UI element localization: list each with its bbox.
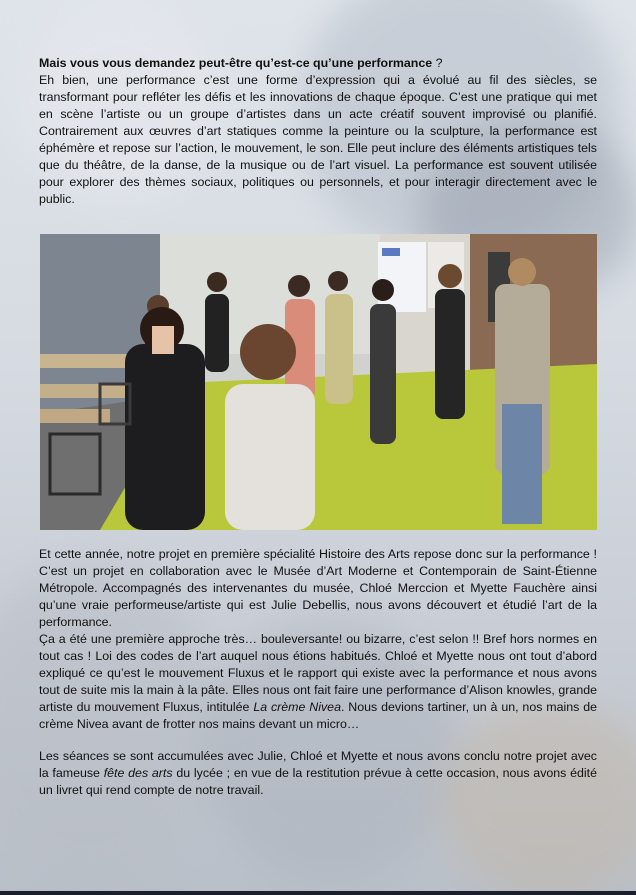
section-heading-punctuation: ? bbox=[432, 56, 443, 70]
classroom-photo bbox=[40, 234, 597, 530]
intro-paragraph: Eh bien, une performance c’est une forme d’expression qui a évolué au fil des siècles, se transformant pour refléter les défis et les innovations de chaque époque. C’est une pratique qui met en scène l’artiste ou un groupe d’artistes dans un acte créatif souvent improvisé ou planifié. Contrairement aux œuvres d’art statiques comme la peinture ou la sculpture, la performance est éphémère et repose sur l’action, le mouvement, le son. Elle peut inclure des éléments artistiques tels que du théâtre, de la danse, de la musique ou de l’art visuel. La performance est souvent utilisée pour explorer des thèmes sociaux, politiques ou personnels, et pour interagir directement avec le public. bbox=[39, 73, 597, 206]
project-paragraph-3-end: du lycée ; en vue de la restitution prévue à cette occasion, nous avons édité un livret qui rend compte de notre travail. bbox=[39, 766, 598, 797]
project-paragraph-1: Et cette année, notre projet en première spécialité Histoire des Arts repose donc sur la performance ! C’est un projet en collaboration avec le Musée d’Art Moderne et Contemporain de Saint-Étienne Métropole. Accompagnés des intervenantes du musée, Chloé Merccion et Myette Fauchère ainsi qu’une vraie performeuse/artiste qui est Julie Debellis, nous avons découvert et étudié l’art de la performance. bbox=[39, 547, 597, 629]
project-paragraph-2 bbox=[39, 631, 597, 733]
project-paragraph-2-end: . Nous devions tartiner, un à un, nos mains de crème Nivea avant de frotter nos mains devant un micro… bbox=[39, 700, 597, 731]
intro-section bbox=[39, 55, 597, 208]
project-paragraph-3-text: Les séances se sont accumulées avec Julie, Chloé et Myette et nous avons conclu notre projet avec la fameuse bbox=[39, 749, 597, 780]
bottom-band bbox=[0, 891, 636, 895]
project-section bbox=[39, 546, 597, 799]
project-paragraph-2-text: Ça a été une première approche très… bouleversante! ou bizarre, c’est selon !! Bref hors normes en tout cas ! Loi des codes de l’art auquel nous étions habitués. Chloé et Myette nous ont tout d’abord expliqué ce qu’est le mouvement Fluxus et le rapport qui existe avec la performance et nous avons tout de suite mis la main à la pâte. Elles nous ont fait faire une performance d’Alison knowles, grande artiste du mouvement Fluxus, intitulée bbox=[39, 632, 597, 714]
section-heading: Mais vous vous demandez peut-être qu’est-ce qu’une performance bbox=[39, 56, 433, 70]
project-paragraph-3 bbox=[39, 748, 597, 799]
event-title: fête des arts bbox=[103, 766, 173, 780]
artwork-title: La crème Nivea bbox=[253, 700, 341, 714]
